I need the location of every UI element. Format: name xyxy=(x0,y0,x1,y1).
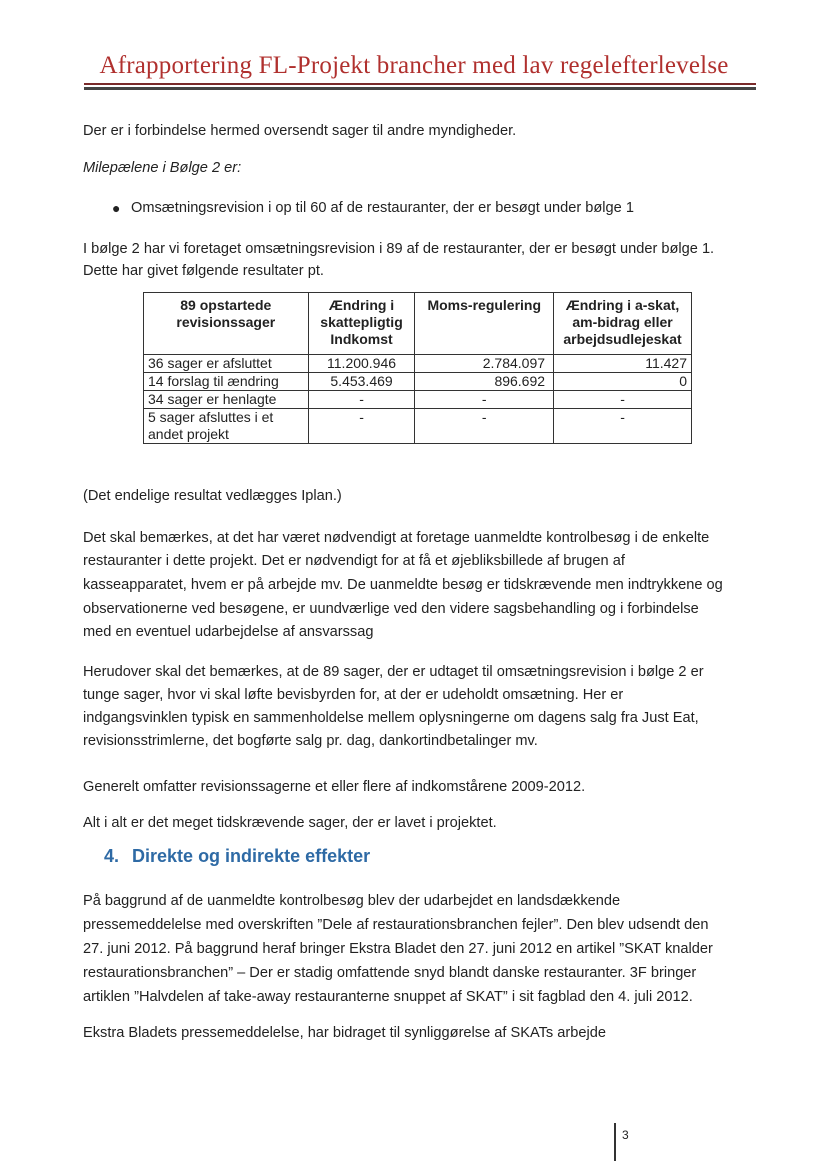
bullet-item: Omsætningsrevision i op til 60 af de restauranter, der er besøgt under bølge 1 xyxy=(131,200,634,216)
table-row xyxy=(144,409,692,444)
table-cell: 2.784.097 xyxy=(415,355,554,373)
paragraph-line: 27. juni 2012. På baggrund heraf bringer Ekstra Bladet den 27. juni 2012 en artikel ”SKAT knalder xyxy=(83,941,713,957)
table-header-cell: Moms-regulering xyxy=(415,293,554,355)
table-cell: 5.453.469 xyxy=(308,373,415,391)
table-row xyxy=(144,373,692,391)
paragraph-line: pressemeddelelse med overskriften ”Dele af restaurationsbranchen fejler”. Den blev udsendt den xyxy=(83,917,709,933)
table-cell: 5 sager afsluttes i et andet projekt xyxy=(144,409,309,444)
paragraph-visibility: Ekstra Bladets pressemeddelelse, har bidraget til synliggørelse af SKATs arbejde xyxy=(83,1025,606,1041)
table-header-cell: Ændring i skattepligtig Indkomst xyxy=(308,293,415,355)
table-row xyxy=(144,391,692,409)
paragraph-line: med en eventuel udarbejdelse af ansvarssag xyxy=(83,624,374,640)
header-rule xyxy=(84,83,756,85)
table-header-row xyxy=(144,293,692,355)
bullet-dot-icon: ● xyxy=(112,200,121,216)
paragraph-wave2-line2: Dette har givet følgende resultater pt. xyxy=(83,263,324,279)
paragraph-line: Herudover skal det bemærkes, at de 89 sager, der er udtaget til omsætningsrevision i bølge 2 er xyxy=(83,664,704,680)
paragraph-line: revisionsstrimlerne, det bogførte salg pr. dag, dankortindbetalinger mv. xyxy=(83,733,538,749)
section-title: Direkte og indirekte effekter xyxy=(132,846,371,866)
page-number: 3 xyxy=(622,1128,629,1142)
paragraph-wave2-line1: I bølge 2 har vi foretaget omsætningsrevision i 89 af de restauranter, der er besøgt under bølge 1. xyxy=(83,241,715,257)
table-cell: - xyxy=(308,391,415,409)
table-cell: 0 xyxy=(554,373,692,391)
section-number: 4. xyxy=(104,846,120,866)
milestones-heading: Milepælene i Bølge 2 er: xyxy=(83,160,242,176)
table-cell: 34 sager er henlagte xyxy=(144,391,309,409)
page-number-bar xyxy=(614,1123,616,1161)
paragraph-referral: Der er i forbindelse hermed oversendt sager til andre myndigheder. xyxy=(83,123,517,139)
table-cell: 36 sager er afsluttet xyxy=(144,355,309,373)
document-header-title: Afrapportering FL-Projekt brancher med lav regelefterlevelse xyxy=(99,52,729,79)
paragraph-line: tunge sager, hvor vi skal løfte bevisbyrden for, at der er udeholdt omsætning. Her er xyxy=(83,687,624,703)
table-cell: 11.200.946 xyxy=(308,355,415,373)
table-cell: - xyxy=(415,409,554,444)
paragraph-final-result-note: (Det endelige resultat vedlægges Iplan.) xyxy=(83,488,342,504)
paragraph-line: restaurationsbranchen” – Der er stadig omfattende snyd blandt danske restauranter. 3F bringer xyxy=(83,965,697,981)
table-cell: 11.427 xyxy=(554,355,692,373)
table-header-cell: 89 opstartede revisionssager xyxy=(144,293,309,355)
table-cell: 896.692 xyxy=(415,373,554,391)
paragraph-time-consuming: Alt i alt er det meget tidskrævende sager, der er lavet i projektet. xyxy=(83,815,497,831)
paragraph-line: På baggrund af de uanmeldte kontrolbesøg blev der udarbejdet en landsdækkende xyxy=(83,893,621,909)
paragraph-line: artiklen ”Halvdelen af take-away restauranterne snuppet af SKAT” i sit fagblad den 4. juli 2012. xyxy=(83,989,693,1005)
results-table xyxy=(143,292,692,444)
paragraph-line: observationerne ved besøgene, er uundværlige ved den videre sagsbehandling og i forbindelse xyxy=(83,601,699,617)
table-cell: - xyxy=(554,391,692,409)
header-rule-thick xyxy=(84,87,756,90)
section-heading xyxy=(104,846,370,867)
table-cell: - xyxy=(415,391,554,409)
table-cell: - xyxy=(554,409,692,444)
paragraph-line: indgangsvinklen typisk en sammenholdelse mellem oplysningerne om dagens salg fra Just Eat, xyxy=(83,710,699,726)
paragraph-line: Det skal bemærkes, at det har været nødvendigt at foretage uanmeldte kontrolbesøg i de enkelte xyxy=(83,530,710,546)
paragraph-line: kasseapparatet, hvem er på arbejde mv. De uanmeldte besøg er tidskrævende men indtrykkene og xyxy=(83,577,723,593)
table-cell: - xyxy=(308,409,415,444)
paragraph-income-years: Generelt omfatter revisionssagerne et eller flere af indkomstårene 2009-2012. xyxy=(83,779,586,795)
table-header-cell: Ændring i a-skat, am-bidrag eller arbejdsudlejeskat xyxy=(554,293,692,355)
table-row xyxy=(144,355,692,373)
table-cell: 14 forslag til ændring xyxy=(144,373,309,391)
paragraph-line: restauranter i dette projekt. Det er nødvendigt for at få et øjebliksbillede af brugen af xyxy=(83,553,625,569)
